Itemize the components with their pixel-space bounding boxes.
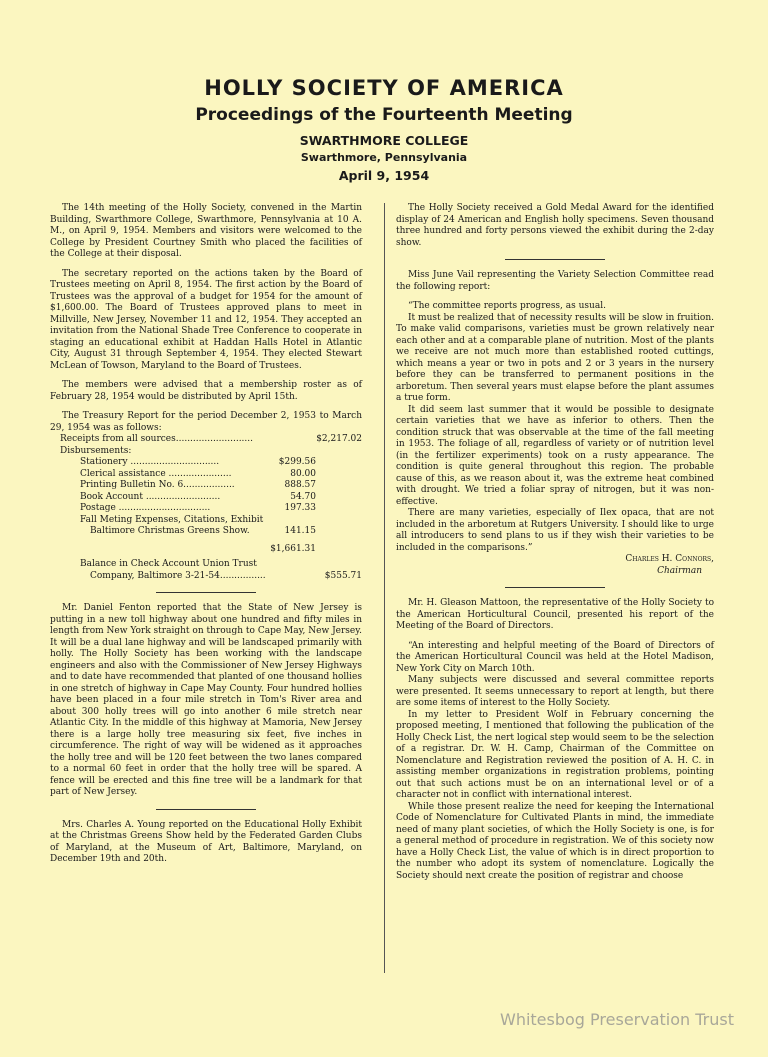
page-header	[0, 74, 768, 186]
divider-rule	[505, 587, 605, 588]
ledger-label: Book Account ..........................	[80, 491, 221, 502]
ledger-label: Stationery ...............................	[80, 457, 220, 467]
paragraph: “An interesting and helpful meeting of the Board of Directors of the American Horticultural Council was held at the Hotel Madison, New York City on March 10th.	[396, 640, 714, 674]
paragraph: The secretary reported on the actions taken by the Board of Trustees meeting on April 8, 1954. The first action by the Board of Trustees was the approval of a budget for 1954 for the amount of $1,600.00. The Board of Trustees approved plans to meet in Millville, New Jersey, November 11 and 12, 1954. They accepted an invitation from the National Shade Tree Conference to cooperate in staging an educational exhibit at Haddan Halls Hotel in Atlantic City, August 31 through September 4, 1954. They elected Stewart McLean of Towson, Maryland to the Board of Trustees.	[50, 268, 362, 371]
ledger-row	[60, 571, 362, 583]
paragraph: Many subjects were discussed and several committee reports were presented. It seems unnecessary to report at length, but there are some items of interest to the Holly Society.	[396, 675, 714, 708]
ledger-label: Postage ................................	[80, 503, 211, 513]
paragraph: “The committee reports progress, as usual.	[408, 301, 606, 311]
ledger-row	[60, 469, 362, 481]
ledger-row	[60, 503, 362, 515]
paragraph: Mrs. Charles A. Young reported on the Educational Holly Exhibit at the Christmas Greens Show held by the Federated Garden Clubs of Maryland, at the Museum of Art, Baltimore, Maryland, on December 19th and 20th.	[50, 819, 362, 864]
ledger-amount: 141.15	[284, 526, 316, 536]
ledger-row	[60, 544, 362, 556]
ledger-row	[60, 434, 362, 446]
meeting-date: April 9, 1954	[338, 168, 430, 183]
ledger-row	[60, 526, 362, 538]
ledger-row	[60, 457, 362, 469]
ledger-amount: $299.56	[278, 457, 316, 467]
meeting-title: Proceedings of the Fourteenth Meeting	[195, 105, 573, 125]
venue: SWARTHMORE COLLEGE	[299, 133, 469, 148]
ledger-label: Receipts from all sources...........................	[60, 434, 253, 444]
ledger-amount: 888.57	[284, 480, 316, 490]
committee-report	[396, 301, 714, 554]
paragraph: There are many varieties, especially of Ilex opaca, that are not included in the arboretum at Rutgers University. I should like to urge all introducers to send plans to us if they wish their varieties to be included in the comparisons.”	[396, 508, 714, 553]
paragraph: The members were advised that a membership roster as of February 28, 1954 would be distributed by April 15th.	[50, 380, 362, 402]
ledger-label: Company, Baltimore 3-21-54................	[90, 570, 266, 581]
column-divider	[384, 203, 385, 973]
ledger-row	[60, 446, 362, 458]
watermark: Whitesbog Preservation Trust	[500, 1010, 734, 1029]
ledger-amount: 80.00	[290, 468, 316, 479]
paragraph: The 14th meeting of the Holly Society, convened in the Martin Building, Swarthmore College, Swarthmore, Pennsylvania at 10 A. M., on April 9, 1954. Members and visitors were welcomed to the College by President Courtney Smith who placed the facilities of the College at their disposal.	[50, 203, 362, 259]
divider-rule	[156, 592, 256, 593]
ledger-row	[60, 559, 362, 571]
ledger-label: Disbursements:	[60, 445, 132, 456]
ledger-label: Baltimore Christmas Greens Show.	[90, 526, 250, 536]
ledger-subtotal: $1,661.31	[270, 543, 316, 554]
right-column	[396, 203, 714, 882]
paragraph: Mr. Daniel Fenton reported that the State of New Jersey is putting in a new toll highway about one hundred and fifty miles in length from New York straight on through to Cape May, New Jersey. It will be a dual lane highway and will be landscaped primarily with holly. The Holly Society has been working with the landscape engineers and also with the Commissioner of New Jersey Highways and to date have recommended that planted of one thousand hollies in one stretch of highway in Cape May County. Four hundred hollies have been placed in a four mile stretch in Tom's River area and about 300 holly trees will go into another 6 mile stretch near Atlantic City. In the middle of this highway at Mamoria, New Jersey there is a large holly tree measuring six feet, five inches in circumference. The right of way will be widened as it approaches the holly tree and will be 120 feet between the two lanes compared to a normal 60 feet in order that the holly tree will be spared. A fence will be erected and this fine tree will be a landmark for that part of New Jersey.	[50, 603, 362, 797]
paragraph: The Treasury Report for the period December 2, 1953 to March 29, 1954 was as follows:	[50, 411, 362, 433]
paragraph: While those present realize the need for keeping the International Code of Nomenclature for Cultivated Plants in mind, the immediate need of many plant societies, of which the Holly Society is one, is for a general method of procedure in registration. We of this society now have a Holly Check List, the value of which is in direct proportion to the number who adopt its system of nomenclature. Logically the Society should next create the position of registrar and choose	[396, 801, 714, 881]
org-title: HOLLY SOCIETY OF AMERICA	[204, 76, 564, 100]
ledger-amount: $555.71	[324, 570, 362, 581]
divider-rule	[505, 259, 605, 260]
paragraph: The Holly Society received a Gold Medal Award for the identified display of 24 American and English holly specimens. Seven thousand three hundred and forty persons viewed the exhibit during the 2-day show.	[396, 203, 714, 248]
treasury-report	[60, 434, 362, 582]
ledger-label: Balance in Check Account Union Trust	[80, 559, 257, 569]
place: Swarthmore, Pennsylvania	[300, 151, 468, 164]
paragraph: It must be realized that of necessity results will be slow in fruition. To make valid comparisons, varieties must be grown relatively near each other and at a comparable plane of nutrition. Most of the plants we receive are not much more than established rooted cuttings, which means a year or two in pots and 2 or 3 years in the nursery before they can be transferred to permanent positions in the arboretum. Then several years must elapse before the plant assumes a true form.	[396, 312, 714, 403]
ledger-row	[60, 515, 362, 527]
paragraph: Miss June Vail representing the Variety Selection Committee read the following report:	[396, 270, 714, 292]
left-column	[50, 203, 362, 874]
ledger-amount: $2,217.02	[316, 434, 362, 444]
ledger-amount: 54.70	[290, 491, 316, 502]
ledger-row	[60, 480, 362, 492]
ledger-label: Clerical assistance ......................	[80, 468, 232, 479]
signature-title: Chairman	[657, 565, 702, 576]
ledger-label: Fall Meting Expenses, Citations, Exhibit	[80, 514, 264, 525]
ledger-label: Printing Bulletin No. 6..................	[80, 480, 235, 490]
paragraph: In my letter to President Wolf in February concerning the proposed meeting, I mentioned that following the publication of the Holly Check List, the nert logical step would seem to be the selection of a registrar. Dr. W. H. Camp, Chairman of the Committee on Nomenclature and Registration reviewed the position of A. H. C. in assisting member organizations in registration problems, pointing out that such actions must be on an international level or of a character not in conflict with international interest.	[396, 709, 714, 800]
ledger-row	[60, 492, 362, 504]
ledger-amount: 197.33	[284, 503, 316, 513]
divider-rule	[156, 809, 256, 810]
paragraph: Mr. H. Gleason Mattoon, the representative of the Holly Society to the American Horticultural Council, presented his report of the Meeting of the Board of Directors.	[396, 598, 714, 631]
paragraph: It did seem last summer that it would be possible to designate certain varieties that we have as inferior to others. Then the condition struck that was observable at the time of the fall meeting in 1953. The foliage of all, regardless of variety or of nutrition level (in the fertilizer experiments) took on a rusty appearance. The condition is quite general throughout this region. The probable cause of this, as we reason about it, was the extreme heat combined with drought. We tried a foliar spray of nitrogen, but it was non-effective.	[396, 404, 714, 507]
signature-name: Charles H. Connors,	[625, 554, 714, 564]
